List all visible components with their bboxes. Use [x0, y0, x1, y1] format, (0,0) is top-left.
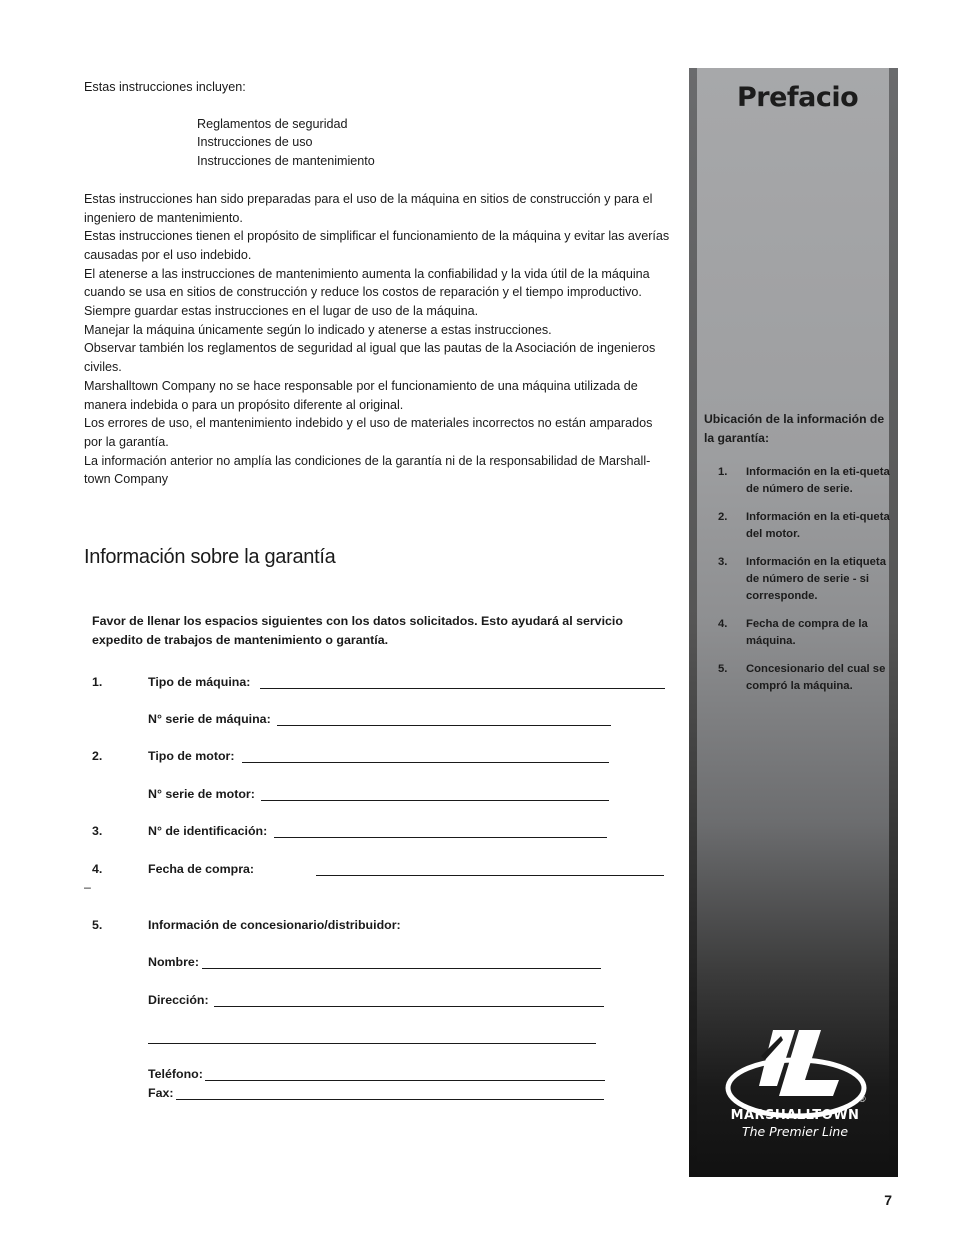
- form-row-label: Nombre:: [148, 955, 199, 969]
- sidebar-heading: Ubicación de la información de la garantía:: [704, 412, 885, 445]
- address-line-2-field[interactable]: [148, 1043, 596, 1044]
- paragraph: Marshalltown Company no se hace responsable por el funcionamiento de una máquina utilizada de manera indebida o para un propósito diferente al original.: [84, 378, 638, 412]
- sidebar-title: Prefacio: [737, 82, 859, 113]
- list-item-text: Información en la etiqueta de número de serie - si corresponde.: [746, 556, 886, 602]
- intro-text: Estas instrucciones incluyen:: [84, 80, 246, 94]
- list-item-number: 2.: [718, 511, 728, 523]
- sidebar: [689, 68, 898, 1177]
- engine-type-field[interactable]: [242, 762, 609, 763]
- paragraph: Manejar la máquina únicamente según lo indicado y atenerse a estas instrucciones.: [84, 322, 552, 337]
- form-row-label: Tipo de máquina:: [148, 675, 251, 689]
- form-row-label: Tipo de motor:: [148, 749, 235, 763]
- paragraph: Siempre guardar estas instrucciones en el lugar de uso de la máquina.: [84, 304, 479, 319]
- fax-field[interactable]: [176, 1099, 604, 1100]
- list-item-number: 1.: [718, 466, 728, 478]
- form-row-label: Fecha de compra:: [148, 862, 255, 876]
- form-row-number: 5.: [92, 918, 103, 932]
- sidebar-left-edge: [689, 68, 697, 1177]
- form-row-label: Fax:: [148, 1086, 174, 1100]
- list-item-text: Información en la eti-queta de número de serie.: [746, 466, 890, 495]
- list-item-text: Información en la eti-queta del motor.: [746, 511, 890, 540]
- paragraph: El atenerse a las instrucciones de mantenimiento aumenta la confiabilidad y la vida útil de la máquina cuando se usa en sitios de construcción y reduce los costos de reparación y el tiempo improductivo.: [84, 266, 650, 300]
- includes-item: Instrucciones de mantenimiento: [197, 154, 375, 169]
- logo-brand: MARSHALLTOWN: [730, 1108, 860, 1123]
- includes-list: [197, 115, 674, 171]
- address-field[interactable]: [214, 1006, 604, 1007]
- list-item: [718, 616, 893, 650]
- list-item: [718, 554, 893, 605]
- list-item-text: Concesionario del cual se compró la máquina.: [746, 663, 886, 692]
- paragraph: Estas instrucciones tienen el propósito de simplificar el funcionamiento de la máquina y evitar las averías causadas por el uso indebido.: [84, 229, 670, 262]
- name-field[interactable]: [202, 968, 601, 969]
- list-item-text: Fecha de compra de la máquina.: [746, 618, 868, 647]
- form-row-label: N° serie de motor:: [148, 787, 255, 801]
- warranty-form: [84, 612, 672, 1100]
- form-row-number: 4.: [92, 862, 103, 876]
- form-row-label: N° de identificación:: [148, 824, 268, 838]
- registered-mark: ®: [859, 1094, 866, 1104]
- body-paragraphs: [84, 190, 674, 489]
- sidebar-list: [718, 464, 893, 706]
- form-lead: Favor de llenar los espacios siguientes con los datos solicitados. Esto ayudará al servicio expedito de trabajos de mantenimiento o garantía.: [92, 614, 623, 647]
- machine-serial-field[interactable]: [277, 725, 611, 726]
- page-number: 7: [884, 1192, 892, 1208]
- form-row-number: 3.: [92, 824, 103, 838]
- list-item: [718, 509, 893, 543]
- logo-tagline: The Premier Line: [741, 1124, 849, 1139]
- paragraph: Estas instrucciones han sido preparadas para el uso de la máquina en sitios de construcción y para el ingeniero de mantenimiento.: [84, 191, 653, 225]
- purchase-date-field[interactable]: [316, 875, 664, 876]
- includes-item: Reglamentos de seguridad: [197, 116, 348, 131]
- form-row-label: Dirección:: [148, 993, 209, 1007]
- form-row-number: 1.: [92, 675, 103, 689]
- list-item: [718, 464, 893, 498]
- paragraph: Los errores de uso, el mantenimiento indebido y el uso de materiales incorrectos no están amparados por la garantía.: [84, 416, 653, 449]
- list-item-number: 3.: [718, 556, 728, 568]
- form-row-label: Información de concesionario/distribuidor:: [148, 918, 401, 932]
- list-item-number: 4.: [718, 618, 728, 630]
- stray-dash: –: [84, 880, 91, 894]
- machine-type-field[interactable]: [260, 688, 665, 689]
- paragraph: La información anterior no amplía las condiciones de la garantía ni de la responsabilidad de Marshall-town Company: [84, 453, 651, 487]
- engine-serial-field[interactable]: [261, 800, 609, 801]
- main-text: [84, 78, 674, 489]
- form-row-label: Teléfono:: [148, 1067, 203, 1081]
- includes-item: Instrucciones de uso: [197, 135, 313, 150]
- list-item: [718, 661, 893, 695]
- list-item-number: 5.: [718, 663, 728, 675]
- section-title: Información sobre la garantía: [84, 546, 336, 568]
- identification-field[interactable]: [274, 837, 607, 838]
- form-row-number: 2.: [92, 749, 103, 763]
- paragraph: Observar también los reglamentos de seguridad al igual que las pautas de la Asociación de ingenieros civiles.: [84, 341, 656, 375]
- form-row-label: N° serie de máquina:: [148, 712, 271, 726]
- phone-field[interactable]: [205, 1080, 605, 1081]
